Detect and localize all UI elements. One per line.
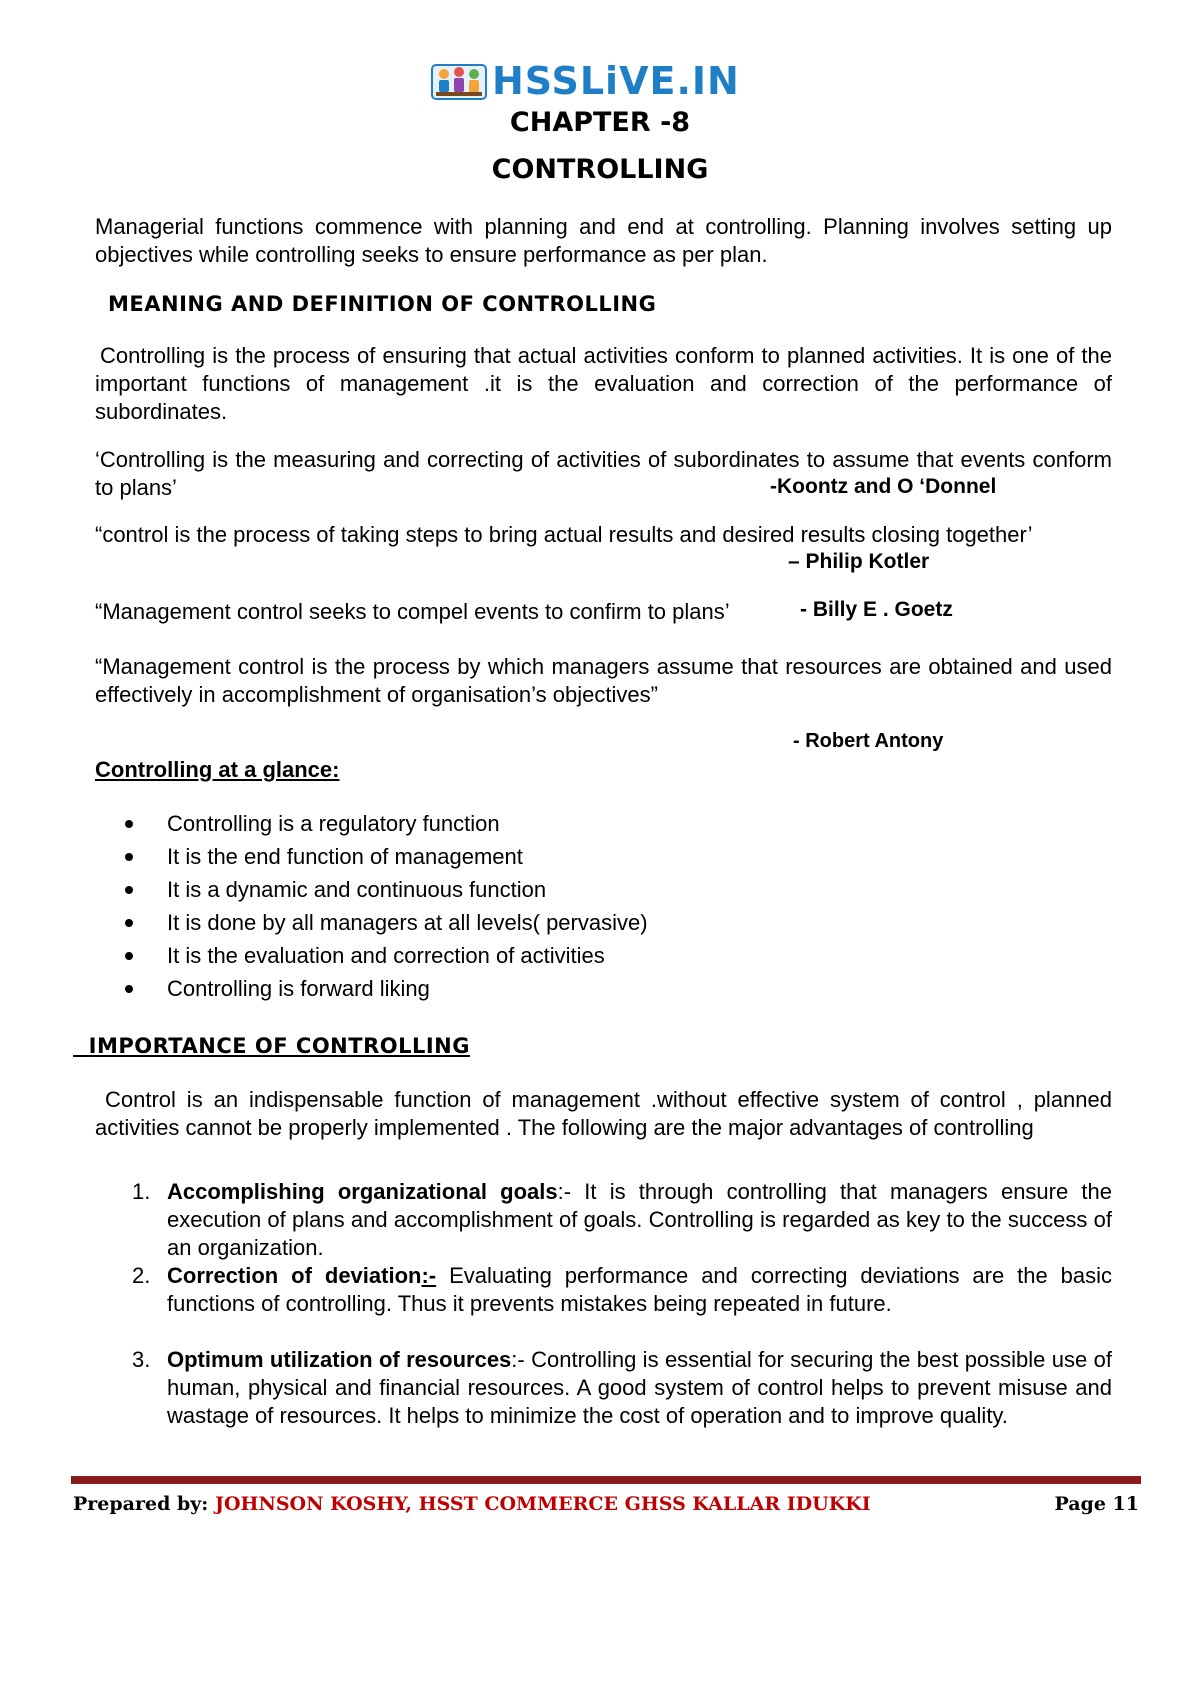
bullet-icon (125, 820, 133, 828)
importance-point-1 (95, 1178, 1112, 1262)
preparer-name: JOHNSON KOSHY, HSST COMMERCE GHSS KALLAR IDUKKI (214, 1493, 871, 1515)
footer-rule (71, 1476, 1141, 1484)
definition-author-kotler: – Philip Kotler (788, 550, 930, 573)
meaning-paragraph: Controlling is the process of ensuring that actual activities conform to planned activities. It is one of the important functions of management .it is the evaluation and correction of the performance of subordinates. (95, 343, 1112, 424)
definition-author-koontz: -Koontz and O ‘Donnel (770, 475, 997, 498)
importance-paragraph: Control is an indispensable function of management .without effective system of control , planned activities cannot be properly implemented . The following are the major advantages of controlling (95, 1087, 1112, 1140)
list-item: 1. Accomplishing organizational goals:- It is through controlling that managers ensure the execution of plans and accomplishment of goals. Controlling is regarded as key to the success of an organization. (132, 1179, 1113, 1260)
intro-paragraph: Managerial functions commence with planning and end at controlling. Planning involves setting up objectives while controlling seeks to ensure performance as per plan. (95, 214, 1112, 267)
prepared-label: Prepared by: (73, 1493, 209, 1515)
glance-list (125, 807, 648, 1005)
page-footer (73, 1493, 1139, 1515)
definition-koontz: ‘Controlling is the measuring and correcting of activities of subordinates to assume that events conform to plans’ (95, 447, 1112, 500)
chapter-number: CHAPTER -8 (509, 107, 691, 138)
page-number: Page 11 (1054, 1493, 1139, 1515)
bullet-icon (125, 886, 133, 894)
list-item: Controlling is forward liking (125, 972, 648, 1005)
bullet-icon (125, 952, 133, 960)
importance-point-3 (95, 1346, 1112, 1430)
definition-author-goetz: - Billy E . Goetz (800, 598, 953, 621)
list-item: It is a dynamic and continuous function (125, 873, 648, 906)
site-logo[interactable] (430, 55, 740, 107)
list-item: It is the evaluation and correction of activities (125, 939, 648, 972)
bullet-icon (125, 853, 133, 861)
meaning-heading: MEANING AND DEFINITION OF CONTROLLING (108, 292, 657, 316)
definition-author-antony: - Robert Antony (793, 730, 944, 752)
chapter-title: CONTROLLING (491, 154, 709, 185)
bullet-icon (125, 919, 133, 927)
importance-heading: IMPORTANCE OF CONTROLLING (88, 1034, 470, 1058)
glance-title: Controlling at a glance: (95, 757, 340, 782)
bullet-icon (125, 985, 133, 993)
definition-kotler: “control is the process of taking steps to bring actual results and desired results closing together’ (95, 522, 1033, 547)
list-item: 3. Optimum utilization of resources:- Controlling is essential for securing the best possible use of human, physical and financial resources. A good system of control helps to prevent misuse and wastage of resources. It helps to minimize the cost of operation and to improve quality. (132, 1347, 1112, 1428)
logo-text: HSSLiVE.IN (492, 59, 740, 103)
definition-goetz: “Management control seeks to compel events to confirm to plans’ (95, 599, 730, 624)
definition-antony: “Management control is the process by which managers assume that resources are obtained and used effectively in accomplishment of organisation’s objectives” (95, 654, 1112, 707)
list-item: It is done by all managers at all levels( pervasive) (125, 906, 648, 939)
children-reading-icon (430, 59, 488, 103)
list-item: It is the end function of management (125, 840, 648, 873)
importance-point-2 (95, 1262, 1112, 1318)
list-item: Controlling is a regulatory function (125, 807, 648, 840)
list-item: 2. Correction of deviation:- Evaluating performance and correcting deviations are the basic functions of controlling. Thus it prevents mistakes being repeated in future. (132, 1263, 1113, 1316)
